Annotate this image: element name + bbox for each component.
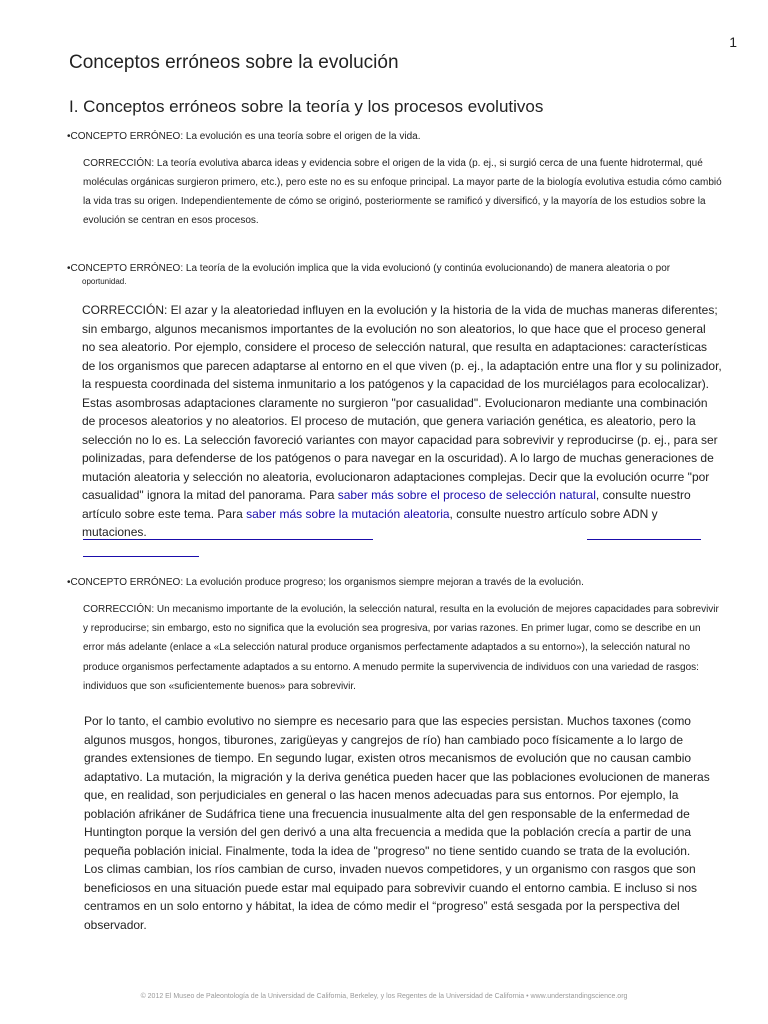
link-underline-rule [587,539,701,540]
page-number: 1 [729,34,737,50]
misconception-2-text-continued: oportunidad. [82,277,127,286]
misconception-2-text: •CONCEPTO ERRÓNEO: La teoría de la evolución implica que la vida evolucionó (y continúa evolucionando) de manera aleatoria o por [67,263,671,274]
misconception-2-statement [67,262,670,288]
misconception-3-text: •CONCEPTO ERRÓNEO: La evolución produce progreso; los organismos siempre mejoran a través de la evolución. [67,577,584,588]
correction-text-part2: , consulte nuestro artículo sobre este tema. Para [82,488,691,521]
misconception-1-correction: CORRECCIÓN: La teoría evolutiva abarca ideas y evidencia sobre el origen de la vida (p. ej., si surgió cerca de una fuente hidrotermal, qué moléculas orgánicas surgieron primero, etc.), pero este no es su enfoque principal. La mayor parte de la biología evolutiva estudia cómo cambió la vida tras su origen. Independientemente de cómo se originó, posteriormente se ramificó y diversificó, y la mayoría de los estudios sobre la evolución se centran en esos procesos. [83,158,722,226]
misconception-1-statement [67,130,421,144]
correction-text-part1: CORRECCIÓN: El azar y la aleatoriedad influyen en la evolución y la historia de la vida de muchas maneras diferentes; sin embargo, algunos mecanismos importantes de la evolución no son aleatorios, lo que hace que el proceso general no sea aleatorio. Por ejemplo, considere el proceso de selección natural, que resulta en adaptaciones: características de los organismos que parecen adaptarse al entorno en el que viven (p. ej., la adaptación entre una flor y su polinizador, la respuesta coordinada del sistema inmunitario a los patógenos y la capacidad de los murciélagos para ecolocalizar). Estas asombrosas adaptaciones claramente no surgieron "por casualidad". Evolucionaron mediante una combinación de procesos aleatorios y no aleatorios. El proceso de mutación, que genera variación genética, es aleatorio, pero la selección no lo es. La selección favoreció variantes con mayor capacidad para sobrevivir y reproducirse (p. ej., para ser polinizadas, para defenderse de los patógenos o para navegar en la oscuridad). A lo largo de muchas generaciones de mutación aleatoria y selección no aleatoria, evolucionaron adaptaciones complejas. Decir que la evolución ocurre "por casualidad" ignora la mitad del panorama. Para [82,303,722,502]
correction-text-part5: . [143,525,147,539]
misconception-2-correction [82,301,722,542]
correction-text-part3: , consulte nuestro artículo sobre ADN y muta [82,506,658,539]
misconception-3-paragraph-2: Por lo tanto, el cambio evolutivo no siempre es necesario para que las especies persistan. Muchos taxones (como algunos musgos, hongos, tiburones, zarigüeyas y cangrejos de río) han cambiado poco físicamente a lo largo de grandes extensiones de tiempo. En segundo lugar, existen otros mecanismos de evolución que no causan cambio adaptativo. La mutación, la migración y la deriva genética pueden hacer que las poblaciones evolucionen de maneras que, en realidad, son perjudiciales en general o las hacen menos adecuadas para sus entornos. Por ejemplo, la población afrikáner de Sudáfrica tiene una frecuencia inusualmente alta del gen responsable de la enfermedad de Huntington porque la versión del gen derivó a una alta frecuencia a medida que la población crecía a partir de una pequeña población inicial. Finalmente, toda la idea de "progreso" no tiene sentido cuando se trata de la evolución. Los climas cambian, los ríos cambian de curso, invaden nuevos competidores, y un organismo con rasgos que son beneficiosos en una situación puede estar mal equipado para sobrevivir cuando el entorno cambia. E incluso si nos centramos en un solo entorno y hábitat, la idea de cómo medir el “progreso” está sesgada por la perspectiva del observador. [84,714,710,932]
misconception-1-text: •CONCEPTO ERRÓNEO: La evolución es una teoría sobre el origen de la vida. [67,131,421,142]
misconception-3-correction: CORRECCIÓN: Un mecanismo importante de la evolución, la selección natural, resulta en la evolución de mejores capacidades para sobrevivir y reproducirse; sin embargo, esto no significa que la evolución sea progresiva, por varias razones. En primer lugar, como se describe en un error más adelante (enlace a «La selección natural produce organismos perfectamente adaptados a su entorno»), la selección natural no produce organismos perfectamente adaptados a su entorno. A menudo permite la supervivencia de individuos con una variedad de rasgos: individuos que son «suficientemente buenos» para sobrevivir. [83,604,719,692]
link-underline-rule [83,539,373,540]
correction-text-part4: ciones [108,525,144,539]
misconception-3-statement [67,576,584,590]
page-footer: © 2012 El Museo de Paleontología de la Universidad de California, Berkeley, y los Regentes de la Universidad de California • www.understandingscience.org [140,993,628,1000]
random-mutation-link[interactable]: saber más sobre la mutación aleatoria [246,506,450,521]
section-heading: I. Conceptos erróneos sobre la teoría y los procesos evolutivos [69,97,544,116]
natural-selection-link[interactable]: saber más sobre el proceso de selección natural [337,488,596,502]
link-underline-rule [83,556,199,557]
document-title: Conceptos erróneos sobre la evolución [69,52,399,73]
